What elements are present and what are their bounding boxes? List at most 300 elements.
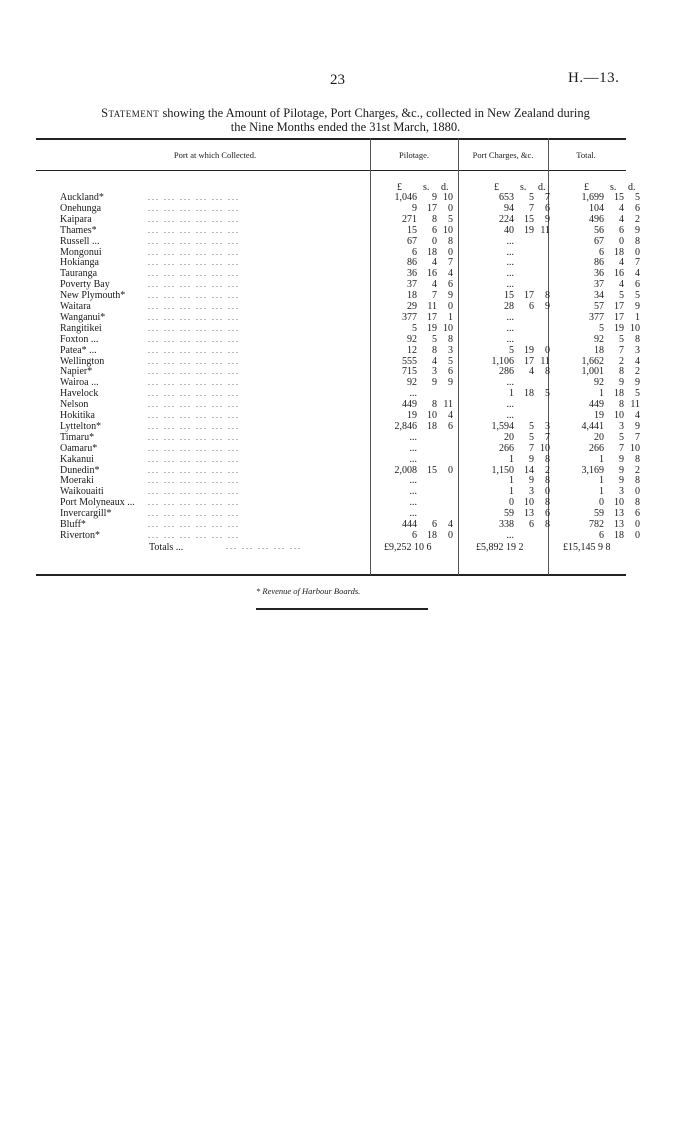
table-row — [60, 519, 640, 530]
column-header-total: Total. — [576, 150, 596, 160]
total-shillings: 18 — [614, 529, 624, 541]
pilotage-pence: 9 — [448, 377, 453, 389]
total-pounds: 92 — [594, 377, 604, 389]
pilotage-shillings: 19 — [427, 322, 437, 334]
leader-dots: ... ... ... ... ... ... — [148, 421, 240, 431]
leader-dots: ... ... ... ... ... ... — [148, 312, 240, 322]
total-pence: 8 — [635, 453, 640, 465]
table-row — [60, 497, 640, 509]
total-pounds: 1,662 — [581, 355, 604, 367]
total-shillings: 19 — [614, 322, 624, 334]
port-charges-pence: 6 — [545, 202, 550, 214]
port-charges-pounds: 224 — [499, 213, 514, 225]
pilotage-shillings: 4 — [432, 355, 437, 367]
total-pence: 9 — [635, 301, 640, 312]
table-row — [60, 486, 640, 498]
port-name: Kaipara — [60, 213, 92, 225]
port-charges-pence: 6 — [545, 508, 550, 520]
pilotage-shillings: 8 — [432, 399, 437, 411]
table-row — [60, 224, 640, 236]
table-row — [60, 388, 640, 400]
unit-shilling: s. — [610, 182, 617, 193]
pilotage-pence: 10 — [443, 224, 453, 236]
port-charges-shillings: 5 — [529, 420, 534, 432]
pilotage-pounds: 271 — [402, 213, 417, 225]
unit-pence: d. — [538, 182, 546, 193]
port-charges-shillings: 3 — [529, 486, 534, 498]
total-shillings: 3 — [619, 420, 624, 432]
pilotage-pounds: 92 — [407, 333, 417, 345]
leader-dots: ... ... ... ... ... ... — [148, 302, 240, 311]
leader-dots: ... ... ... ... ... ... — [148, 258, 240, 268]
pilotage-pence: 3 — [448, 344, 453, 356]
table-row — [60, 344, 640, 356]
pilotage-pounds: 6 — [412, 529, 417, 541]
table-row — [60, 235, 640, 247]
port-charges-pence: 8 — [545, 453, 550, 465]
pilotage-pence: 4 — [448, 519, 453, 530]
table-row — [60, 399, 640, 411]
total-shillings: 7 — [619, 344, 624, 356]
total-pounds: 20 — [594, 431, 604, 443]
port-name: Patea* ... — [60, 344, 97, 356]
pilotage-pence: 8 — [448, 333, 453, 345]
pilotage-pounds: 29 — [407, 301, 417, 312]
port-charges-shillings: 19 — [524, 224, 534, 236]
total-pence: 1 — [635, 311, 640, 323]
total-shillings: 10 — [614, 410, 624, 421]
total-pounds: 1 — [599, 486, 604, 498]
port-charges-pounds: 5 — [509, 344, 514, 356]
pilotage-shillings: 4 — [432, 279, 437, 291]
pilotage-pounds: ... — [409, 475, 417, 487]
pilotage-pence: 0 — [448, 246, 453, 258]
pilotage-pounds: ... — [409, 442, 417, 454]
pilotage-pounds: 37 — [407, 279, 417, 291]
port-name: Wellington — [60, 355, 105, 367]
total-shillings: 0 — [619, 235, 624, 247]
port-charges-pounds: 28 — [504, 301, 514, 312]
table-row — [60, 431, 640, 443]
port-name: Port Molyneaux ... — [60, 497, 135, 509]
port-charges-pence: 9 — [545, 301, 550, 312]
pilotage-pence: 10 — [443, 192, 453, 203]
pilotage-pounds: ... — [409, 508, 417, 520]
port-name: Lyttelton* — [60, 420, 102, 432]
page-number: 23 — [330, 72, 345, 88]
port-charges-pounds: ... — [506, 235, 514, 247]
port-charges-pence: 8 — [545, 497, 550, 509]
pilotage-pounds: 19 — [407, 410, 417, 421]
leader-dots: ... ... ... ... ... ... — [148, 520, 240, 529]
pilotage-pence: 0 — [448, 464, 453, 476]
table-row — [60, 311, 640, 323]
total-pounds: 1 — [599, 475, 604, 487]
table-row — [60, 529, 640, 541]
port-charges-pence: 11 — [540, 355, 550, 367]
port-name: Nelson — [60, 399, 89, 411]
pilotage-pounds: 2,008 — [394, 464, 417, 476]
total-pounds: 57 — [594, 301, 604, 312]
total-pence: 5 — [635, 290, 640, 302]
total-pounds: 18 — [594, 344, 604, 356]
total-shillings: 4 — [619, 257, 624, 269]
total-shillings: 2 — [619, 355, 624, 367]
total-pence: 3 — [635, 344, 640, 356]
port-charges-pence: 2 — [545, 464, 550, 476]
port-name: Mongonui — [60, 246, 102, 258]
total-shillings: 9 — [619, 453, 624, 465]
total-shillings: 17 — [614, 311, 624, 323]
table-row — [60, 279, 640, 291]
port-name: Moeraki — [60, 475, 94, 487]
port-charges-pounds: ... — [506, 311, 514, 323]
total-shillings: 18 — [614, 246, 624, 258]
total-pence: 2 — [635, 213, 640, 225]
port-charges-pounds: ... — [506, 257, 514, 269]
pilotage-shillings: 5 — [432, 333, 437, 345]
pilotage-shillings: 18 — [427, 420, 437, 432]
column-header-port-charges: Port Charges, &c. — [472, 150, 534, 160]
port-charges-pounds: ... — [506, 333, 514, 345]
leader-dots: ... ... ... ... ... ... — [148, 214, 240, 224]
port-name: Waitara — [60, 301, 91, 312]
leader-dots: ... ... ... ... ... ... — [148, 356, 240, 366]
total-shillings: 4 — [619, 279, 624, 291]
port-charges-pence: 0 — [545, 344, 550, 356]
leader-dots: ... ... ... ... ... ... — [148, 476, 240, 486]
total-shillings: 5 — [619, 290, 624, 302]
pilotage-shillings: 0 — [432, 235, 437, 247]
total-pounds: 1 — [599, 453, 604, 465]
leader-dots: ... ... ... ... ... ... — [148, 367, 240, 377]
port-charges-pounds: ... — [506, 529, 514, 541]
port-charges-pounds: ... — [506, 322, 514, 334]
total-pounds: 449 — [589, 399, 604, 411]
total-pence: 9 — [635, 377, 640, 389]
port-charges-shillings: 13 — [524, 508, 534, 520]
table-row — [60, 257, 640, 269]
pilotage-shillings: 11 — [427, 301, 437, 312]
total-pounds: 377 — [589, 311, 604, 323]
title-lead: Statement — [101, 106, 160, 120]
total-pence: 2 — [635, 366, 640, 378]
port-charges-shillings: 17 — [524, 355, 534, 367]
title-text: showing the Amount of Pilotage, Port Charges, &c., collected in New Zealand during — [162, 106, 590, 120]
document-reference: H.—13. — [568, 70, 620, 86]
port-charges-pounds: ... — [506, 268, 514, 280]
total-shillings: 4 — [619, 202, 624, 214]
leader-dots: ... ... ... ... ... ... — [148, 487, 240, 497]
leader-dots: ... ... ... ... ... ... — [148, 530, 240, 540]
leader-dots: ... ... ... ... ... ... — [148, 378, 240, 388]
port-charges-shillings: 9 — [529, 475, 534, 487]
total-shillings: 9 — [619, 464, 624, 476]
pilotage-pounds: 444 — [402, 519, 417, 530]
port-charges-pounds: 1,106 — [491, 355, 514, 367]
table-row — [60, 322, 640, 334]
port-charges-pounds: 1,150 — [491, 464, 514, 476]
leader-dots: ... ... ... ... ... ... — [148, 400, 240, 410]
port-charges-pence: 8 — [545, 290, 550, 302]
pilotage-pounds: 86 — [407, 257, 417, 269]
total-shillings: 17 — [614, 301, 624, 312]
port-charges-pounds: 0 — [509, 497, 514, 509]
unit-shilling: s. — [520, 182, 527, 193]
port-name: Auckland* — [60, 192, 104, 203]
closing-rule — [256, 608, 428, 610]
total-pounds: 19 — [594, 410, 604, 421]
port-name: Onehunga — [60, 202, 102, 214]
total-shillings: 7 — [619, 442, 624, 454]
port-charges-pounds: ... — [506, 246, 514, 258]
port-name: Thames* — [60, 224, 97, 236]
table-row — [60, 213, 640, 225]
leader-dots: ... ... ... ... ... ... — [148, 454, 240, 464]
total-pounds: 6 — [599, 529, 604, 541]
total-shillings: 5 — [619, 431, 624, 443]
pilotage-pence: 0 — [448, 301, 453, 312]
pilotage-pounds: ... — [409, 431, 417, 443]
total-pounds: 6 — [599, 246, 604, 258]
total-pounds: 86 — [594, 257, 604, 269]
top-rule — [36, 138, 626, 140]
pilotage-shillings: 17 — [427, 311, 437, 323]
port-name: Wanganui* — [60, 311, 106, 323]
pilotage-pounds: 377 — [402, 311, 417, 323]
port-name: Rangitikei — [60, 322, 102, 334]
footnote: * Revenue of Harbour Boards. — [256, 586, 361, 596]
pilotage-pounds: 36 — [407, 268, 417, 280]
pilotage-pence: 8 — [448, 235, 453, 247]
pilotage-pounds: 92 — [407, 377, 417, 389]
pilotage-shillings: 10 — [427, 410, 437, 421]
pilotage-shillings: 17 — [427, 202, 437, 214]
port-charges-pence: 0 — [545, 486, 550, 498]
total-pounds: 1 — [599, 388, 604, 400]
table-row — [60, 366, 640, 378]
pilotage-pounds: 5 — [412, 322, 417, 334]
total-pounds: 496 — [589, 213, 604, 225]
port-charges-pounds: 266 — [499, 442, 514, 454]
port-charges-pence: 8 — [545, 475, 550, 487]
port-charges-pence: 7 — [545, 192, 550, 203]
port-charges-pence: 8 — [545, 519, 550, 530]
port-charges-shillings: 14 — [524, 464, 534, 476]
total-pence: 8 — [635, 475, 640, 487]
pilotage-shillings: 7 — [432, 290, 437, 302]
port-name: Oamaru* — [60, 442, 98, 454]
total-pounds: 782 — [589, 519, 604, 530]
port-charges-shillings: 17 — [524, 290, 534, 302]
pilotage-pounds: ... — [409, 486, 417, 498]
total-pounds: 56 — [594, 224, 604, 236]
total-shillings: 5 — [619, 333, 624, 345]
port-charges-pounds: 1 — [509, 475, 514, 487]
leader-dots: ... ... ... ... ... ... — [148, 432, 240, 442]
total-pounds: 37 — [594, 279, 604, 291]
table-row — [60, 410, 640, 421]
total-pounds: 36 — [594, 268, 604, 280]
table-row — [60, 202, 640, 214]
total-pence: 0 — [635, 486, 640, 498]
port-name: Kakanui — [60, 453, 94, 465]
pilotage-pounds: 6 — [412, 246, 417, 258]
total-pence: 6 — [635, 279, 640, 291]
pilotage-pounds: 555 — [402, 355, 417, 367]
pilotage-pence: 5 — [448, 213, 453, 225]
table-row — [60, 290, 640, 302]
port-charges-pounds: 94 — [504, 202, 514, 214]
table-row — [60, 355, 640, 367]
port-name: Foxton ... — [60, 333, 99, 345]
port-charges-pounds: ... — [506, 410, 514, 421]
port-charges-pounds: 286 — [499, 366, 514, 378]
table-row — [60, 420, 640, 432]
port-charges-shillings: 15 — [524, 213, 534, 225]
total-pence: 6 — [635, 202, 640, 214]
column-header-pilotage: Pilotage. — [399, 150, 429, 160]
pilotage-pounds: ... — [409, 497, 417, 509]
port-charges-pence: 5 — [545, 388, 550, 400]
total-pounds: 59 — [594, 508, 604, 520]
title-line-2: the Nine Months ended the 31st March, 1880. — [230, 120, 461, 134]
pilotage-shillings: 9 — [432, 192, 437, 203]
port-charges-pence: 3 — [545, 420, 550, 432]
total-pence: 11 — [630, 399, 640, 411]
table-row — [60, 508, 640, 520]
total-pounds: 3,169 — [581, 464, 604, 476]
port-charges-pounds: 1 — [509, 453, 514, 465]
leader-dots: ... ... ... ... ... ... — [148, 443, 240, 453]
port-name: Dunedin* — [60, 464, 100, 476]
port-name: Invercargill* — [60, 508, 112, 520]
statement-title — [58, 106, 633, 134]
port-name: Wairoa ... — [60, 377, 99, 389]
port-name: Timaru* — [60, 431, 95, 443]
unit-pound: £ — [494, 182, 499, 193]
pilotage-pounds: 449 — [402, 399, 417, 411]
port-charges-shillings: 7 — [529, 442, 534, 454]
port-charges-shillings: 18 — [524, 388, 534, 400]
port-charges-shillings: 5 — [529, 431, 534, 443]
pilotage-shillings: 8 — [432, 213, 437, 225]
total-pence: 4 — [635, 268, 640, 280]
pilotage-pence: 11 — [443, 399, 453, 411]
leader-dots: ... ... ... ... ... ... — [148, 225, 240, 235]
pilotage-shillings: 3 — [432, 366, 437, 378]
leader-dots: ... ... ... ... ... ... — [148, 334, 240, 344]
leader-dots: ... ... ... ... ... ... — [148, 291, 240, 301]
total-pence: 7 — [635, 431, 640, 443]
pilotage-shillings: 9 — [432, 377, 437, 389]
pilotage-shillings: 8 — [432, 344, 437, 356]
pilotage-shillings: 6 — [432, 519, 437, 530]
total-pence: 8 — [635, 333, 640, 345]
total-pounds: 34 — [594, 290, 604, 302]
totals-label: Totals ... — [149, 542, 184, 553]
leader-dots: ... ... ... ... ... ... — [148, 509, 240, 519]
total-pence: 10 — [630, 442, 640, 454]
total-pence: 4 — [635, 355, 640, 367]
pilotage-pence: 5 — [448, 355, 453, 367]
port-name: Hokianga — [60, 257, 99, 269]
port-charges-pounds: 59 — [504, 508, 514, 520]
port-name: Poverty Bay — [60, 279, 110, 291]
leader-dots: ... ... ... ... ... ... — [148, 389, 240, 399]
port-charges-pounds: 1 — [509, 486, 514, 498]
total-shillings: 9 — [619, 377, 624, 389]
total-shillings: 16 — [614, 268, 624, 280]
table-row — [60, 377, 640, 389]
port-name: Tauranga — [60, 268, 98, 280]
pilotage-pounds: 9 — [412, 202, 417, 214]
total-pounds: 0 — [599, 497, 604, 509]
total-shillings: 10 — [614, 497, 624, 509]
total-pence: 9 — [635, 224, 640, 236]
total-pounds: 1,699 — [581, 192, 604, 203]
port-name: Havelock — [60, 388, 99, 400]
port-charges-pounds: 653 — [499, 192, 514, 203]
port-name: Russell ... — [60, 235, 100, 247]
table-row — [60, 192, 640, 203]
total-shillings: 13 — [614, 508, 624, 520]
leader-dots: ... ... ... ... ... ... — [148, 236, 240, 246]
port-name: Waikouaiti — [60, 486, 104, 498]
pilotage-pounds: 12 — [407, 344, 417, 356]
pilotage-pence: 1 — [448, 311, 453, 323]
pilotage-pence: 9 — [448, 290, 453, 302]
total-shillings: 8 — [619, 399, 624, 411]
port-charges-pence: 10 — [540, 442, 550, 454]
table-row — [60, 464, 640, 476]
pilotage-pounds: 18 — [407, 290, 417, 302]
pilotage-shillings: 16 — [427, 268, 437, 280]
totals-total: £15,145 9 8 — [563, 542, 611, 553]
port-charges-shillings: 5 — [529, 192, 534, 203]
leader-dots: ... ... ... ... ... ... — [148, 465, 240, 475]
total-pounds: 266 — [589, 442, 604, 454]
pilotage-pence: 7 — [448, 257, 453, 269]
pilotage-pence: 4 — [448, 268, 453, 280]
port-charges-pounds: 338 — [499, 519, 514, 530]
leader-dots: ... ... ... ... ... ... — [148, 280, 240, 290]
pilotage-pence: 6 — [448, 420, 453, 432]
pilotage-shillings: 18 — [427, 529, 437, 541]
leader-dots: ... ... ... ... ... ... — [148, 323, 240, 333]
total-shillings: 18 — [614, 388, 624, 400]
port-charges-pounds: 1 — [509, 388, 514, 400]
port-charges-pounds: 15 — [504, 290, 514, 302]
port-charges-shillings: 4 — [529, 366, 534, 378]
table-row — [60, 333, 640, 345]
leader-dots: ... ... ... ... ... ... — [148, 498, 240, 508]
total-pence: 10 — [630, 322, 640, 334]
table-row — [60, 301, 640, 312]
total-pence: 5 — [635, 192, 640, 203]
pilotage-pence: 4 — [448, 410, 453, 421]
port-name: Hokitika — [60, 410, 95, 421]
leader-dots: ... ... ... ... ... ... — [148, 193, 240, 202]
port-charges-pence: 8 — [545, 366, 550, 378]
leader-dots: ... ... ... ... ... ... — [148, 269, 240, 279]
unit-pound: £ — [584, 182, 589, 193]
total-pence: 8 — [635, 497, 640, 509]
pilotage-shillings: 4 — [432, 257, 437, 269]
port-name: Napier* — [60, 366, 93, 378]
total-shillings: 4 — [619, 213, 624, 225]
total-pence: 7 — [635, 257, 640, 269]
